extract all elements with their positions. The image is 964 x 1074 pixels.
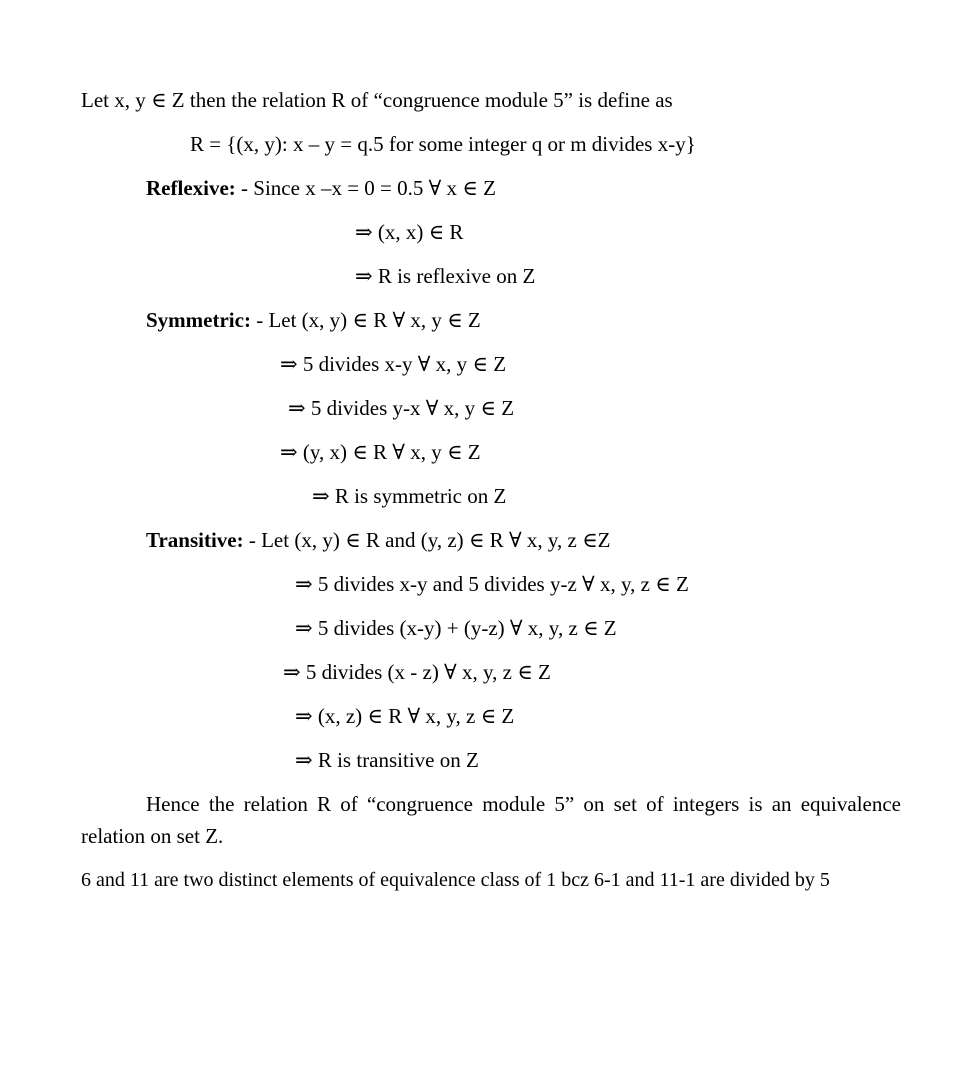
transitive-step: ⇒ (x, z) ∈ R ∀ x, y, z ∈ Z [295, 704, 515, 728]
intro-line: Let x, y ∈ Z then the relation R of “congruence module 5” is define as [81, 88, 673, 112]
relation-definition-line: R = {(x, y): x – y = q.5 for some integer q or m divides x-y} [190, 132, 696, 156]
reflexive-label: Reflexive: [146, 176, 236, 200]
symmetric-step: ⇒ (y, x) ∈ R ∀ x, y ∈ Z [280, 440, 481, 464]
transitive-step: ⇒ R is transitive on Z [295, 748, 479, 772]
conclusion-paragraph: Hence the relation R of “congruence module 5” on set of integers is an equivalence relation on set Z. [81, 792, 901, 848]
transitive-step: ⇒ 5 divides (x - z) ∀ x, y, z ∈ Z [283, 660, 551, 684]
transitive-intro-text: - Let (x, y) ∈ R and (y, z) ∈ R ∀ x, y, z ∈Z [243, 528, 611, 552]
symmetric-step: ⇒ 5 divides x-y ∀ x, y ∈ Z [280, 352, 507, 376]
symmetric-step: ⇒ R is symmetric on Z [312, 484, 507, 508]
equivalence-class-note: 6 and 11 are two distinct elements of equivalence class of 1 bcz 6-1 and 11-1 are divided by 5 [81, 869, 830, 891]
reflexive-step: ⇒ R is reflexive on Z [355, 264, 536, 288]
transitive-label: Transitive: [146, 528, 244, 552]
symmetric-label: Symmetric: [146, 308, 251, 332]
reflexive-step: ⇒ (x, x) ∈ R [355, 220, 464, 244]
transitive-step: ⇒ 5 divides (x-y) + (y-z) ∀ x, y, z ∈ Z [295, 616, 617, 640]
transitive-step: ⇒ 5 divides x-y and 5 divides y-z ∀ x, y, z ∈ Z [295, 572, 689, 596]
reflexive-heading-line [146, 166, 901, 210]
symmetric-heading-line [146, 298, 901, 342]
symmetric-step: ⇒ 5 divides y-x ∀ x, y ∈ Z [288, 396, 515, 420]
symmetric-intro-text: - Let (x, y) ∈ R ∀ x, y ∈ Z [250, 308, 481, 332]
reflexive-intro-text: - Since x –x = 0 = 0.5 ∀ x ∈ Z [235, 176, 496, 200]
transitive-heading-line [146, 518, 901, 562]
